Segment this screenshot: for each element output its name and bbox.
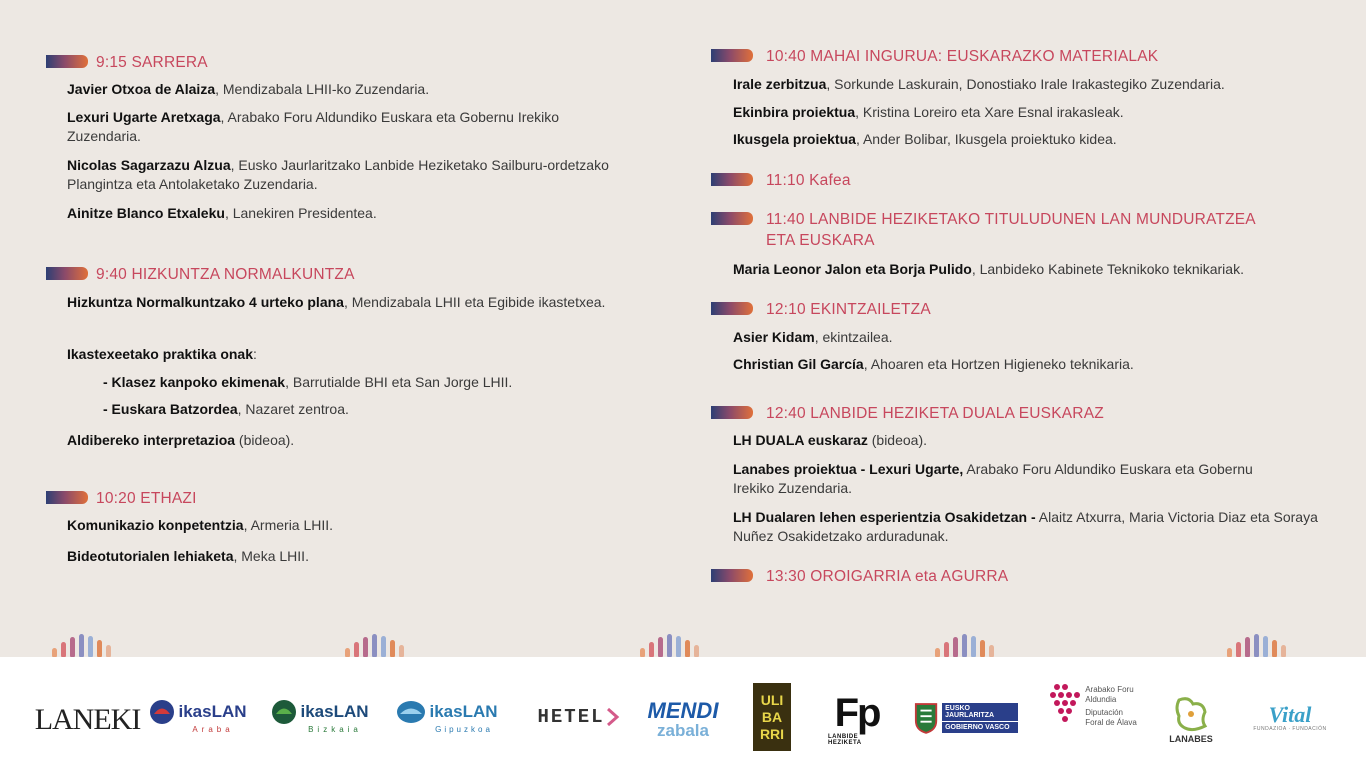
vital-fundazioa-logo: Vital FUNDAZIOA · FUNDACIÓN xyxy=(1253,702,1327,732)
agenda-entry: Javier Otxoa de Alaiza, Mendizabala LHII-ko Zuzendaria. xyxy=(67,81,430,97)
eusko-jaurlaritza-logo: EUSKO JAURLARITZA GOBIERNO VASCO xyxy=(914,693,1018,743)
coat-of-arms-icon xyxy=(914,701,938,735)
section-title: 11:10 Kafea xyxy=(766,172,851,189)
section-title: 10:40 MAHAI INGURUA: EUSKARAZKO MATERIALAK xyxy=(766,48,1159,65)
agenda-entry: Lanabes proiektua - Lexuri Ugarte, Arabako Foru Aldundiko Euskara eta Gobernu Irekiko Zuzendaria. xyxy=(733,461,1253,496)
ikaslan-bizkaia-logo: ikasLAN Bizkaia xyxy=(272,691,368,741)
agenda-entry: Asier Kidam, ekintzailea. xyxy=(733,329,893,345)
agenda-entry: Ekinbira proiektua, Kristina Loreiro eta Xare Esnal irakasleak. xyxy=(733,104,1124,120)
section-title: 11:40 LANBIDE HEZIKETAKO TITULUDUNEN LAN MUNDURATZEA ETA EUSKARA xyxy=(766,211,1256,249)
agenda-entry: LH Dualaren lehen esperientzia Osakidetzan - Alaitz Atxurra, Maria Victoria Diaz eta Soraya Nuñez Osakidetzako arduradunak. xyxy=(733,509,1318,544)
agenda-entry: Aldibereko interpretazioa (bideoa). xyxy=(67,432,295,448)
wave-decoration-icon xyxy=(345,634,425,658)
agenda-entry: Lexuri Ugarte Aretxaga, Arabako Foru Aldundiko Euskara eta Gobernu Irekiko Zuzendaria. xyxy=(67,109,560,144)
section-bar-icon xyxy=(711,406,753,419)
section-title: 12:40 LANBIDE HEZIKETA DUALA EUSKARAZ xyxy=(766,405,1104,422)
sponsor-footer xyxy=(0,657,1366,767)
section-bar-icon xyxy=(46,491,88,504)
araba-dots-icon xyxy=(1047,683,1081,723)
section-title: 9:40 HIZKUNTZA NORMALKUNTZA xyxy=(96,266,355,283)
agenda-entry: Bideotutorialen lehiaketa, Meka LHII. xyxy=(67,548,309,564)
wave-decoration-icon xyxy=(935,634,1015,658)
agenda-entry: Christian Gil García, Ahoaren eta Hortzen Higieneko teknikaria. xyxy=(733,356,1134,372)
ikaslan-globe-icon xyxy=(271,699,297,725)
section-title: 13:30 OROIGARRIA eta AGURRA xyxy=(766,568,1009,585)
agenda-entry: - Klasez kanpoko ekimenak, Barrutialde BHI eta San Jorge LHII. xyxy=(103,374,513,390)
section-bar-icon xyxy=(711,569,753,582)
arabako-foru-aldundia-logo: Arabako Foru Aldundia Diputación Foral de Álava xyxy=(1042,683,1142,751)
agenda-entry: Ikusgela proiektua, Ander Bolibar, Ikusgela proiektuko kidea. xyxy=(733,131,1117,147)
ikaslan-globe-icon xyxy=(149,699,175,725)
section-ekintzailetza xyxy=(711,299,931,320)
ikaslan-gipuzkoa-logo: ikasLAN Gipuzkoa xyxy=(392,691,502,741)
chevron-right-icon xyxy=(605,707,621,727)
section-mahai-ingurua xyxy=(711,46,1158,67)
section-duala xyxy=(711,403,1104,424)
section-hizkuntza xyxy=(46,264,355,285)
section-bar-icon xyxy=(711,302,753,315)
agenda-entry: Komunikazio konpetentzia, Armeria LHII. xyxy=(67,517,334,533)
lanabes-logo: LANABES xyxy=(1160,687,1222,751)
section-bar-icon xyxy=(46,267,88,280)
wave-decoration-icon xyxy=(52,634,132,658)
laneki-logo: LANEKI xyxy=(34,703,141,736)
section-kafea xyxy=(711,170,851,191)
section-sarrera xyxy=(46,52,208,73)
wave-decoration-icon xyxy=(1227,634,1307,658)
agenda-entry: Ainitze Blanco Etxaleku, Lanekiren Presidentea. xyxy=(67,205,377,221)
section-title: 10:20 ETHAZI xyxy=(96,490,197,507)
mendizabala-logo: MENDI zabala xyxy=(647,698,719,740)
ulibarri-logo: ULI BA RRI xyxy=(753,683,791,751)
section-bar-icon xyxy=(46,55,88,68)
agenda-entry: Hizkuntza Normalkuntzako 4 urteko plana, Mendizabala LHII eta Egibide ikastetxea. xyxy=(67,294,606,310)
agenda-entry: LH DUALA euskaraz (bideoa). xyxy=(733,432,928,448)
agenda-entry: - Euskara Batzordea, Nazaret zentroa. xyxy=(103,401,349,417)
ikaslan-globe-icon xyxy=(396,699,426,725)
agenda-entry: Nicolas Sagarzazu Alzua, Eusko Jaurlaritzako Lanbide Heziketako Sailburu-ordetzako Plangintza eta Antolaketako Zuzendaria. xyxy=(67,157,609,192)
section-ethazi xyxy=(46,488,197,509)
lanabes-map-icon xyxy=(1171,694,1211,734)
section-munduratzea xyxy=(711,209,1256,251)
agenda-entry: Irale zerbitzua, Sorkunde Laskurain, Donostiako Irale Irakastegiko Zuzendaria. xyxy=(733,76,1225,92)
hetel-logo: HETEL xyxy=(536,697,622,737)
agenda-entry: Maria Leonor Jalon eta Borja Pulido, Lanbideko Kabinete Teknikoko teknikariak. xyxy=(733,261,1244,277)
wave-decoration-icon xyxy=(640,634,720,658)
agenda-entry: Ikastexeetako praktika onak: xyxy=(67,346,257,362)
section-oroigarria xyxy=(711,566,1008,587)
fp-lanbide-heziketa-logo: Fp LANBIDE HEZIKETA xyxy=(828,691,880,746)
section-bar-icon xyxy=(711,49,753,62)
section-bar-icon xyxy=(711,212,753,225)
section-title: 9:15 SARRERA xyxy=(96,54,208,71)
section-bar-icon xyxy=(711,173,753,186)
section-title: 12:10 EKINTZAILETZA xyxy=(766,301,931,318)
ikaslan-araba-logo: ikasLAN Araba xyxy=(150,691,246,741)
